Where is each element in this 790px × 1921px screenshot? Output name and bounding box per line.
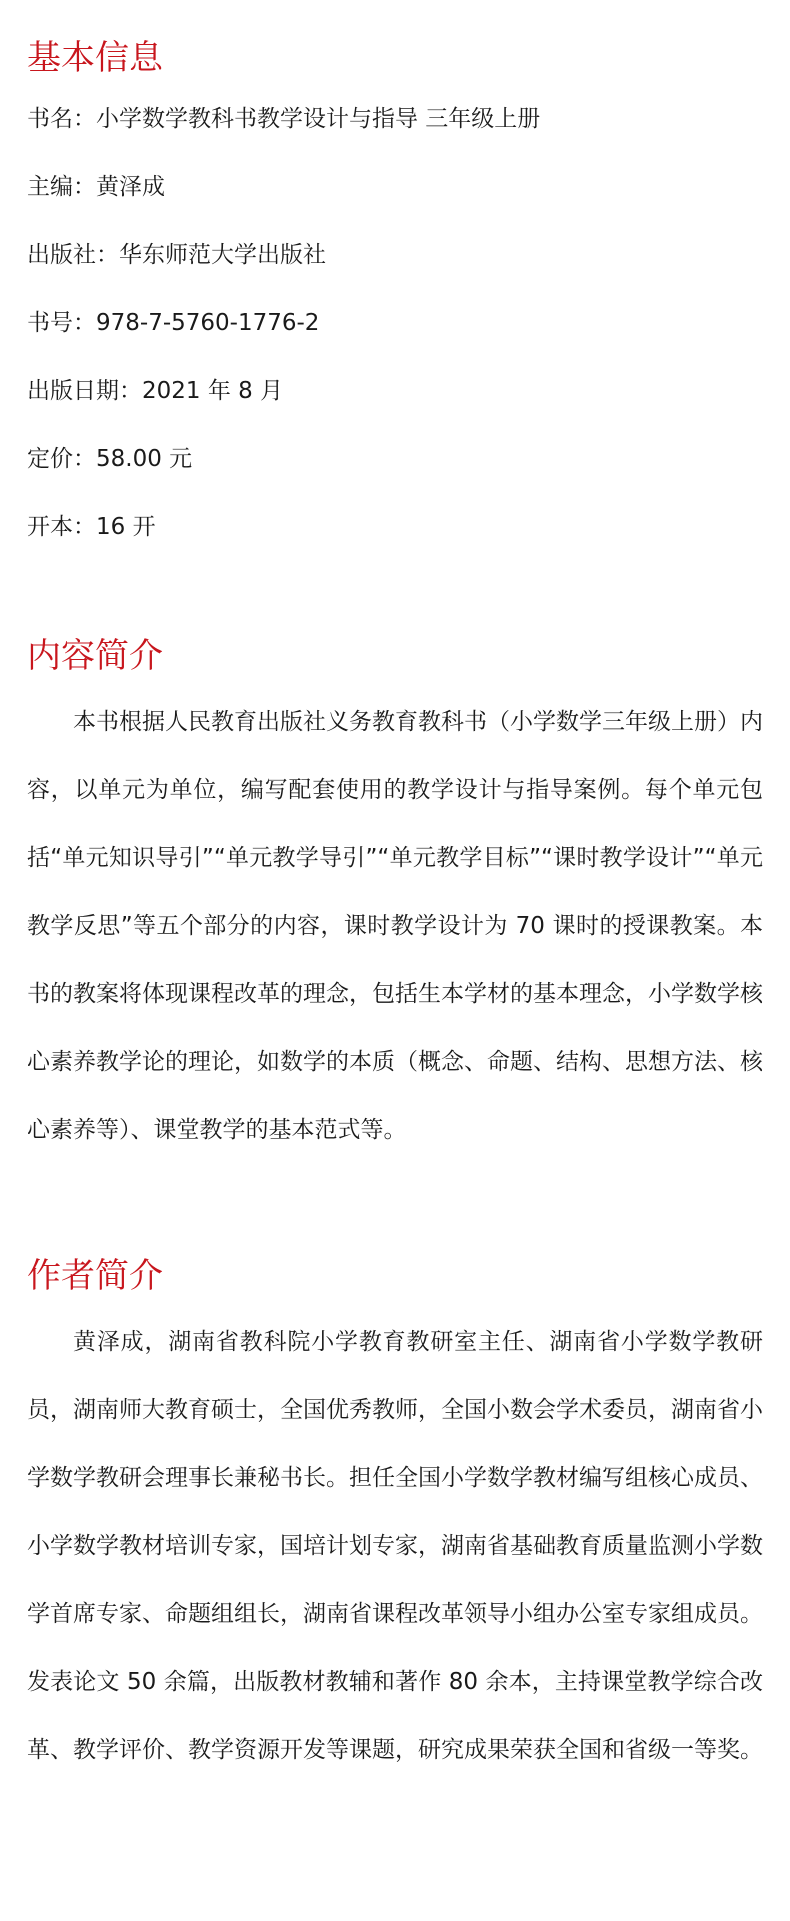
- basic-info-list: [27, 104, 763, 542]
- info-value: 2021 年 8 月: [142, 378, 284, 404]
- info-label: 出版社：: [27, 242, 119, 268]
- content-intro-heading: 内容简介: [27, 636, 163, 676]
- info-value: 58.00 元: [96, 446, 193, 472]
- info-value: 华东师范大学出版社: [119, 242, 326, 268]
- info-label: 主编：: [27, 174, 96, 200]
- content-intro-section: [27, 634, 763, 1164]
- info-label: 书名：: [27, 106, 96, 132]
- info-row-publish-date: [27, 376, 763, 406]
- basic-info-heading: 基本信息: [27, 38, 163, 78]
- info-label: 定价：: [27, 446, 96, 472]
- info-label: 出版日期：: [27, 378, 142, 404]
- info-row-publisher: [27, 240, 763, 270]
- info-row-isbn: [27, 308, 763, 338]
- info-row-editor: [27, 172, 763, 202]
- author-intro-heading: 作者简介: [27, 1256, 163, 1296]
- author-intro-text: 黄泽成，湖南省教科院小学教育教研室主任、湖南省小学数学教研员，湖南师大教育硕士，全国优秀教师，全国小数会学术委员，湖南省小学数学教研会理事长兼秘书长。担任全国小学数学教材编写组核心成员、小学数学教材培训专家，国培计划专家，湖南省基础教育质量监测小学数学首席专家、命题组组长，湖南省课程改革领导小组办公室专家组成员。发表论文 50 余篇，出版教材教辅和著作 80 余本，主持课堂教学综合改革、教学评价、教学资源开发等课题，研究成果荣获全国和省级一等奖。: [27, 1329, 763, 1763]
- info-value: 16 开: [96, 514, 156, 540]
- info-value: 小学数学教科书教学设计与指导 三年级上册: [96, 106, 541, 132]
- info-label: 开本：: [27, 514, 96, 540]
- info-label: 书号：: [27, 310, 96, 336]
- info-value: 黄泽成: [96, 174, 165, 200]
- info-row-title: [27, 104, 763, 134]
- author-intro-section: [27, 1254, 763, 1784]
- info-row-price: [27, 444, 763, 474]
- content-intro-text: 本书根据人民教育出版社义务教育教科书（小学数学三年级上册）内容，以单元为单位，编写配套使用的教学设计与指导案例。每个单元包括“单元知识导引”“单元教学导引”“单元教学目标”“课时教学设计”“单元教学反思”等五个部分的内容，课时教学设计为 70 课时的授课教案。本书的教案将体现课程改革的理念，包括生本学材的基本理念，小学数学核心素养教学论的理论，如数学的本质（概念、命题、结构、思想方法、核心素养等）、课堂教学的基本范式等。: [27, 709, 763, 1143]
- info-row-format: [27, 512, 763, 542]
- basic-info-section: [27, 0, 763, 542]
- info-value: 978-7-5760-1776-2: [96, 310, 320, 336]
